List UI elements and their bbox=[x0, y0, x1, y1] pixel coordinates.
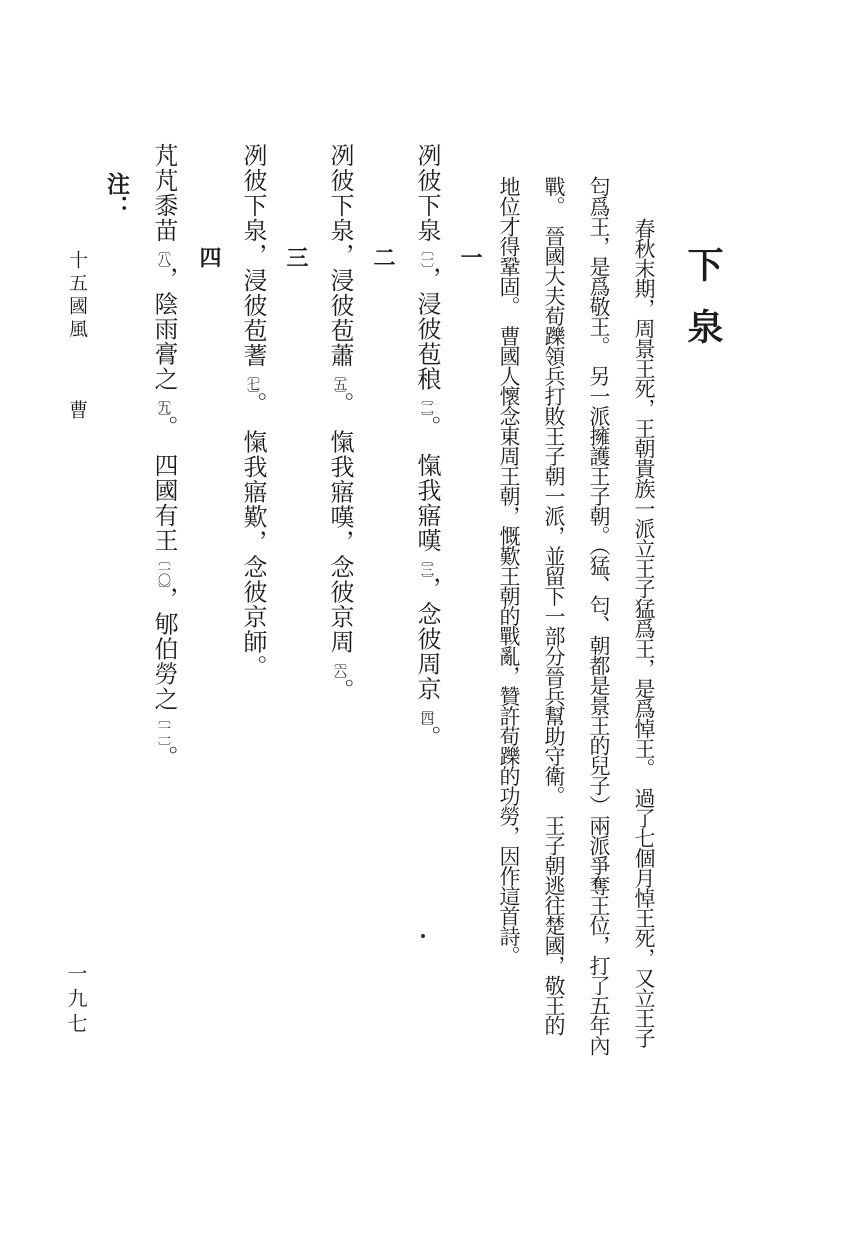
intro-column-2: 匄爲王，是爲敬王。 另一派擁護王子朝。（猛、匄、朝都是景王的兒子）兩派爭奪王位，打了五年內 bbox=[587, 176, 611, 1055]
verse-text: 。 bbox=[326, 678, 352, 703]
stanza-2-text bbox=[322, 143, 357, 703]
intro-column-3: 戰。 晉國大夫荀躒領兵打敗王子朝一派，並留下一部分晉兵幫助守衛。 王子朝逃往楚國，敬王的 bbox=[542, 176, 566, 1035]
running-title-chapter: 曹 bbox=[66, 400, 87, 419]
note-marker: 〔三〕 bbox=[419, 553, 434, 577]
notes-section-heading: 注： bbox=[104, 172, 129, 218]
verse-text: 。 四國有王 bbox=[150, 415, 176, 553]
stanza-3-number: 三 bbox=[284, 246, 309, 268]
verse-text: ，郇伯勞之 bbox=[150, 586, 176, 712]
note-marker: 〔八〕 bbox=[156, 243, 171, 267]
verse-text: ，陰雨膏之 bbox=[150, 266, 176, 392]
intro-column-4: 地位才得鞏固。 曹國人懷念東周王朝，慨歎王朝的戰亂，贊許荀躒的功勞，因作這首詩。 bbox=[497, 176, 521, 966]
verse-text: 。 愾我寤歎，念彼京師。 bbox=[239, 391, 265, 680]
note-marker: 〔五〕 bbox=[332, 368, 347, 392]
stanza-2-number: 二 bbox=[371, 246, 396, 268]
note-marker: 〔四〕 bbox=[419, 701, 434, 725]
verse-text: 。 愾我寤嘆 bbox=[413, 415, 439, 553]
verse-text: 。 bbox=[413, 725, 439, 750]
note-marker: 〔六〕 bbox=[332, 654, 347, 678]
verse-text: 。 bbox=[150, 745, 176, 770]
ink-speck bbox=[421, 934, 425, 938]
verse-text: 芃芃黍苗 bbox=[150, 143, 176, 243]
note-marker: 〔一一〕 bbox=[156, 711, 171, 745]
verse-text: 冽彼下泉，浸彼苞蕭 bbox=[326, 143, 352, 368]
stanza-1-number: 一 bbox=[458, 246, 483, 268]
stanza-4-number: 四 bbox=[197, 246, 222, 268]
verse-text: ，念彼周京 bbox=[413, 576, 439, 702]
note-marker: 〔二〕 bbox=[419, 391, 434, 415]
verse-text: 冽彼下泉 bbox=[413, 143, 439, 243]
page-number: 一九七 bbox=[64, 963, 86, 1038]
verse-text: 。 愾我寤嘆，念彼京周 bbox=[326, 391, 352, 655]
intro-column-1: 春秋末期，周景王死，王朝貴族一派立王子猛爲王，是爲悼王。 過了七個月悼王死，又立王子 bbox=[632, 218, 656, 1048]
note-marker: 〔一〕 bbox=[419, 243, 434, 267]
stanza-4-text bbox=[146, 143, 181, 770]
stanza-3-text bbox=[235, 143, 270, 680]
verse-text: ，浸彼苞稂 bbox=[413, 266, 439, 392]
stanza-1-text bbox=[409, 143, 444, 750]
running-title-section: 十五國風 bbox=[66, 250, 87, 342]
note-marker: 〔七〕 bbox=[245, 368, 260, 392]
note-marker: 〔一〇〕 bbox=[156, 553, 171, 587]
note-marker: 〔九〕 bbox=[156, 391, 171, 415]
verse-text: 冽彼下泉，浸彼苞蓍 bbox=[239, 143, 265, 368]
poem-title: 下泉 bbox=[683, 246, 723, 370]
